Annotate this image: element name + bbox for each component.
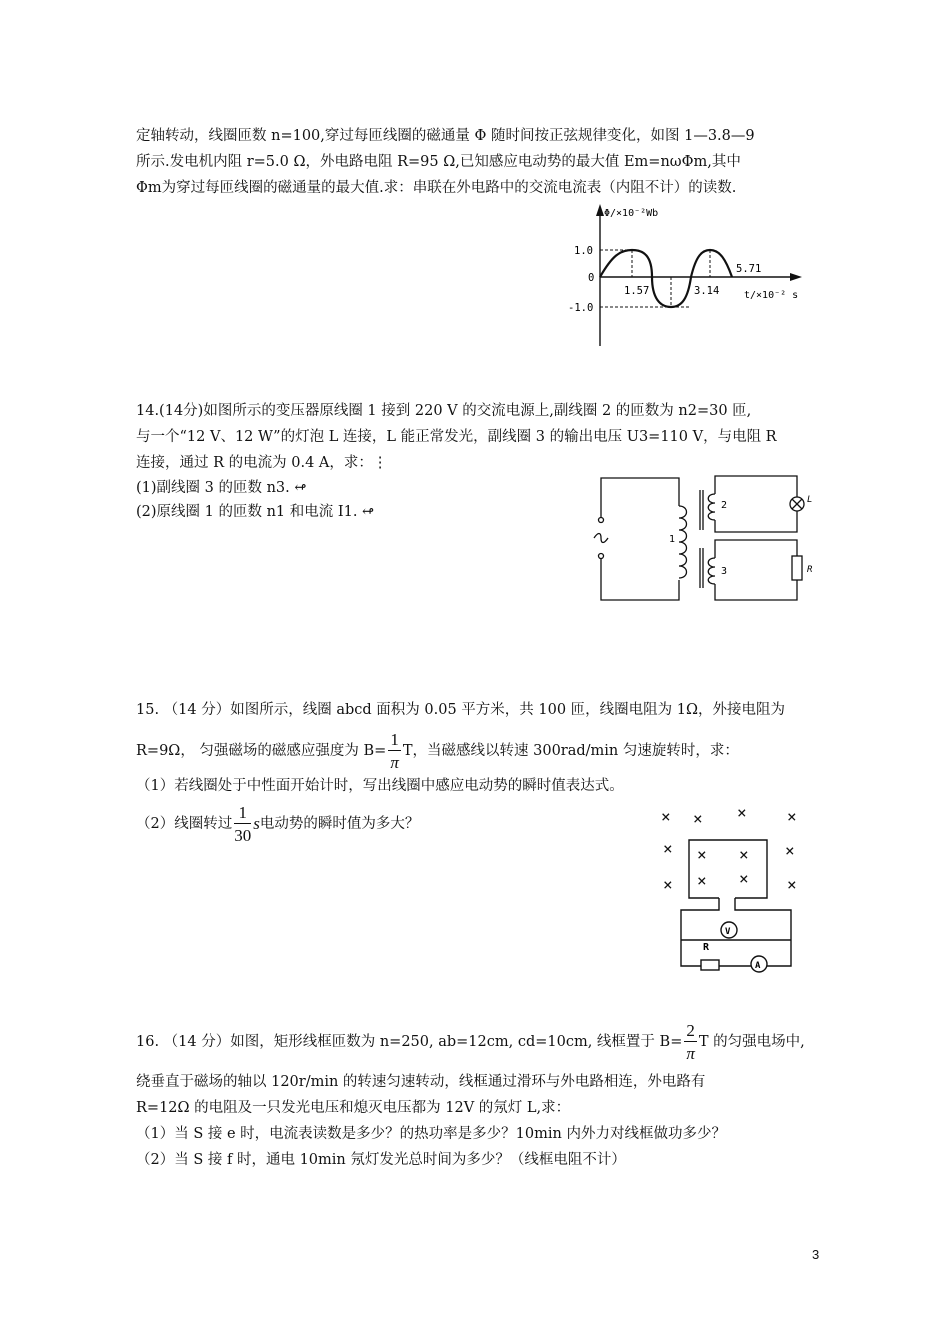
resistor-label: R xyxy=(807,565,813,575)
q15-line-2: R=9Ω， 匀强磁场的磁感应强度为 B= $\frac{1}{\pi}$ T，当磁感线以转速 300rad/min 匀速旋转时，求： xyxy=(136,730,739,772)
q13-line-2: 所示.发电机内阻 r=5.0 Ω，外电路电阻 R=95 Ω,已知感应电动势的最大值 Em=nωΦm,其中 xyxy=(136,154,741,170)
field-mark-cross: × xyxy=(787,875,797,894)
fraction-1-over-30: $\frac{1}{30}$ xyxy=(234,803,252,845)
handwriting-mark-icon: ↫ xyxy=(289,480,307,496)
sine-curve xyxy=(600,250,732,307)
handwriting-mark-icon: ↫ xyxy=(357,504,375,520)
coil-2-label: 2 xyxy=(721,500,728,511)
page-number: 3 xyxy=(812,1247,820,1262)
flux-time-graph xyxy=(560,200,800,350)
field-mark-cross: × xyxy=(697,845,707,864)
q16-item-2: （2）当 S 接 f 时，通电 10min 氖灯发光总时间为多少？（线框电阻不计） xyxy=(136,1152,626,1168)
y-axis-label: Φ/×10⁻²Wb xyxy=(604,208,659,219)
q13-line-1: 定轴转动，线圈匝数 n=100,穿过每匝线圈的磁通量 Φ 随时间按正弦规律变化，如图 1—3.8—9 xyxy=(136,128,755,144)
q16-line-3: R=12Ω 的电阻及一只发光电压和熄灭电压都为 12V 的氖灯 L,求： xyxy=(136,1100,571,1116)
q16-line-1: 16. （14 分）如图，矩形线框匝数为 n=250, ab=12cm, cd=10cm, 线框置于 B= $\frac{2}{\pi}$ T 的匀强电场中, xyxy=(136,1021,805,1063)
q16-line-2: 绕垂直于磁场的轴以 120r/min 的转速匀速转动，线框通过滑环与外电路相连，外电路有 xyxy=(136,1074,706,1090)
field-mark-cross: × xyxy=(661,807,671,826)
field-mark-cross: × xyxy=(739,845,749,864)
q16-item-1: （1）当 S 接 e 时，电流表读数是多少？的热功率是多少？10min 内外力对线框做功多少？ xyxy=(136,1126,726,1142)
resistor-label: R xyxy=(703,942,710,953)
transformer-diagram xyxy=(593,468,813,603)
field-mark-cross: × xyxy=(739,869,749,888)
voltmeter-label: V xyxy=(725,927,731,937)
field-mark-cross: × xyxy=(697,871,707,890)
coil-1-label: 1 xyxy=(669,534,676,545)
q14-line-3: 连接，通过 R 的电流为 0.4 A，求：⋮ xyxy=(136,455,388,471)
q15-line-1: 15. （14 分）如图所示，线圈 abcd 面积为 0.05 平方米，共 100 匝，线圈电阻为 1Ω，外接电阻为 xyxy=(136,702,786,718)
field-mark-cross: × xyxy=(663,875,673,894)
ammeter-label: A xyxy=(755,961,761,971)
field-mark-cross: × xyxy=(787,807,797,826)
field-mark-cross: × xyxy=(663,839,673,858)
field-mark-cross: × xyxy=(737,803,747,822)
q14-item-2: (2)原线圈 1 的匝数 n1 和电流 I1. ↫ xyxy=(136,504,375,520)
field-mark-cross: × xyxy=(693,809,703,828)
tick-x-2: 3.14 xyxy=(694,285,720,297)
tick-x-3: 5.71 xyxy=(736,263,762,275)
q15-item-2: （2）线圈转过 $\frac{1}{30}$ s 电动势的瞬时值为多大？ xyxy=(136,803,420,845)
q14-line-2: 与一个“12 V、12 W”的灯泡 L 连接，L 能正常发光，副线圈 3 的输出电压 U3=110 V，与电阻 R xyxy=(136,429,777,445)
coil-3-label: 3 xyxy=(721,566,728,577)
tick-x-1: 1.57 xyxy=(624,285,650,297)
fraction-1-over-pi: $\frac{1}{\pi}$ xyxy=(390,730,399,772)
fraction-2-over-pi: $\frac{2}{\pi}$ xyxy=(686,1021,695,1063)
lamp-label: L xyxy=(807,495,813,505)
field-mark-cross: × xyxy=(785,841,795,860)
q15-item-1: （1）若线圈处于中性面开始计时，写出线圈中感应电动势的瞬时值表达式。 xyxy=(136,778,624,794)
x-axis-label: t/×10⁻² s xyxy=(744,290,799,301)
rotating-coil-diagram xyxy=(655,800,815,975)
q13-line-3: Φm为穿过每匝线圈的磁通量的最大值.求：串联在外电路中的交流电流表（内阻不计）的读数. xyxy=(136,180,737,196)
tick-origin: 0 xyxy=(588,272,595,284)
tick-y-pos: 1.0 xyxy=(574,245,593,257)
tick-y-neg: -1.0 xyxy=(568,302,594,314)
q14-item-1: (1)副线圈 3 的匝数 n3. ↫ xyxy=(136,480,307,496)
q14-line-1: 14.(14分)如图所示的变压器原线圈 1 接到 220 V 的交流电源上,副线圈 2 的匝数为 n2=30 匝, xyxy=(136,403,752,419)
